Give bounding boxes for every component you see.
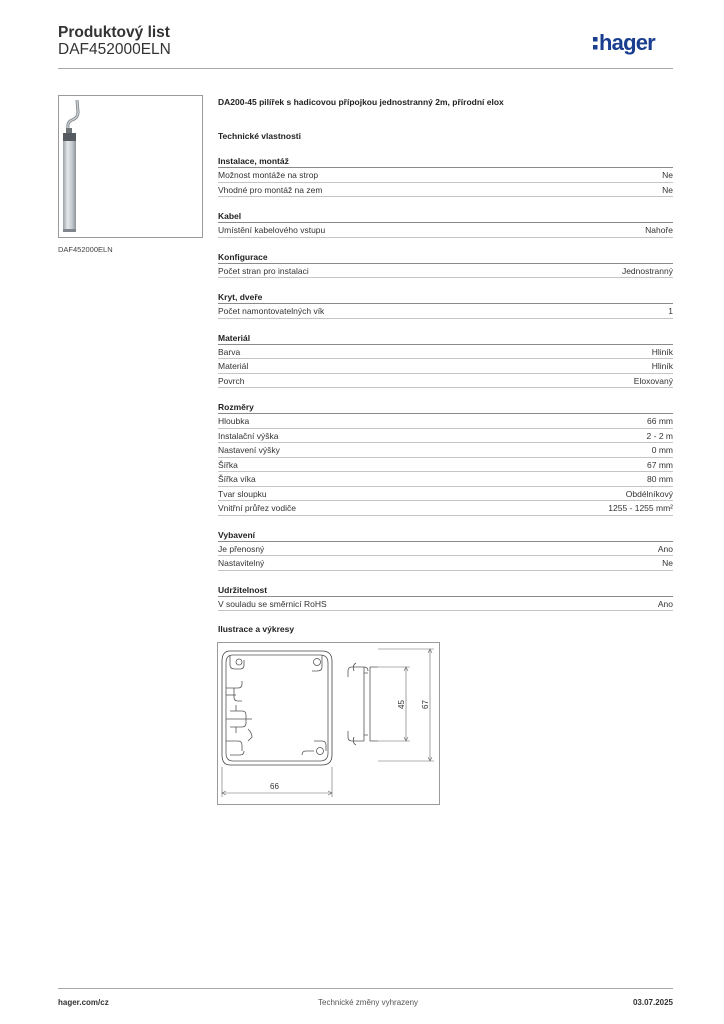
spec-group-title: Kabel bbox=[218, 211, 673, 223]
spec-value: Hliník bbox=[651, 361, 673, 371]
spec-row bbox=[218, 487, 673, 502]
spec-label: Umístění kabelového vstupu bbox=[218, 225, 326, 235]
spec-row bbox=[218, 501, 673, 516]
spec-group bbox=[218, 530, 673, 571]
spec-row bbox=[218, 429, 673, 444]
spec-label: Povrch bbox=[218, 375, 245, 386]
product-description: DA200-45 pilířek s hadicovou přípojkou jednostranný 2m, přírodní elox bbox=[218, 97, 504, 107]
technical-drawing bbox=[217, 642, 440, 805]
spec-value: 67 mm bbox=[647, 459, 673, 470]
dimension-height-label: 67 bbox=[421, 700, 430, 709]
spec-value: 2 - 2 m bbox=[646, 430, 673, 441]
spec-group-title: Udržitelnost bbox=[218, 585, 673, 597]
footer-date: 03.07.2025 bbox=[632, 998, 673, 1007]
spec-row bbox=[218, 264, 673, 279]
spec-label: Šířka víka bbox=[218, 474, 256, 484]
spec-row bbox=[218, 223, 673, 238]
hager-logo[interactable] bbox=[591, 28, 681, 58]
spec-value: Jednostranný bbox=[621, 265, 673, 276]
spec-value: Ne bbox=[662, 558, 673, 568]
spec-value: 0 mm bbox=[651, 445, 673, 455]
spec-value: 80 mm bbox=[647, 474, 673, 484]
spec-group-title: Rozměry bbox=[218, 402, 673, 414]
spec-value: Hliník bbox=[651, 346, 673, 357]
footer-divider bbox=[58, 988, 673, 989]
spec-value: Ano bbox=[657, 598, 673, 609]
spec-group-title: Instalace, montáž bbox=[218, 156, 673, 168]
spec-group bbox=[218, 156, 673, 197]
spec-value: 66 mm bbox=[647, 416, 673, 426]
spec-row bbox=[218, 597, 673, 612]
spec-group bbox=[218, 211, 673, 238]
header-divider bbox=[58, 68, 673, 69]
product-thumbnail bbox=[58, 95, 203, 238]
spec-group bbox=[218, 333, 673, 389]
spec-value: Obdélníkový bbox=[625, 488, 673, 499]
spec-label: Nastavení výšky bbox=[218, 445, 280, 455]
spec-label: Instalační výška bbox=[218, 430, 279, 441]
spec-label: Hloubka bbox=[218, 416, 250, 426]
dimension-inner-label: 45 bbox=[397, 700, 406, 709]
specifications-section bbox=[218, 97, 673, 611]
spec-group bbox=[218, 252, 673, 279]
spec-value: Ano bbox=[657, 543, 673, 554]
spec-label: Tvar sloupku bbox=[218, 488, 267, 499]
spec-label: Šířka bbox=[218, 459, 238, 470]
spec-row bbox=[218, 472, 673, 487]
spec-label: Nastavitelný bbox=[218, 558, 265, 568]
spec-label: Počet stran pro instalaci bbox=[218, 265, 309, 276]
footer-website-link[interactable]: hager.com/cz bbox=[58, 998, 109, 1007]
spec-group bbox=[218, 292, 673, 319]
spec-value: 1255 - 1255 mm² bbox=[608, 503, 673, 513]
technical-properties-heading: Technické vlastnosti bbox=[218, 131, 301, 141]
spec-row bbox=[218, 168, 673, 183]
spec-row bbox=[218, 183, 673, 198]
spec-row bbox=[218, 374, 673, 389]
spec-label: V souladu se směrnicí RoHS bbox=[218, 598, 327, 609]
spec-group-title: Konfigurace bbox=[218, 252, 673, 264]
footer-disclaimer: Technické změny vyhrazeny bbox=[318, 998, 419, 1007]
thumbnail-caption: DAF452000ELN bbox=[58, 245, 113, 254]
spec-label: Je přenosný bbox=[218, 543, 265, 554]
product-code: DAF452000ELN bbox=[58, 41, 171, 58]
spec-value: Eloxovaný bbox=[633, 375, 673, 386]
spec-row bbox=[218, 542, 673, 557]
spec-value: Ne bbox=[662, 170, 673, 180]
spec-label: Materiál bbox=[218, 361, 249, 371]
dimension-width-label: 66 bbox=[270, 782, 279, 791]
spec-row bbox=[218, 443, 673, 458]
spec-value: Nahoře bbox=[645, 225, 673, 235]
spec-value: 1 bbox=[668, 306, 673, 316]
spec-group bbox=[218, 402, 673, 516]
spec-label: Možnost montáže na strop bbox=[218, 170, 319, 180]
spec-label: Vnitřní průřez vodiče bbox=[218, 503, 296, 513]
spec-label: Počet namontovatelných vík bbox=[218, 306, 325, 316]
document-title: Produktový list bbox=[58, 24, 170, 41]
spec-label: Barva bbox=[218, 346, 241, 357]
spec-row bbox=[218, 359, 673, 374]
spec-group bbox=[218, 585, 673, 612]
logo-text: hager bbox=[599, 30, 655, 55]
spec-groups bbox=[218, 156, 673, 611]
spec-row bbox=[218, 345, 673, 360]
spec-label: Vhodné pro montáž na zem bbox=[218, 184, 323, 195]
spec-row bbox=[218, 556, 673, 571]
spec-row bbox=[218, 304, 673, 319]
illustrations-heading: Ilustrace a výkresy bbox=[218, 624, 295, 634]
spec-value: Ne bbox=[662, 184, 673, 195]
spec-group-title: Materiál bbox=[218, 333, 673, 345]
spec-group-title: Kryt, dveře bbox=[218, 292, 673, 304]
spec-group-title: Vybavení bbox=[218, 530, 673, 542]
spec-row bbox=[218, 458, 673, 473]
spec-row bbox=[218, 414, 673, 429]
